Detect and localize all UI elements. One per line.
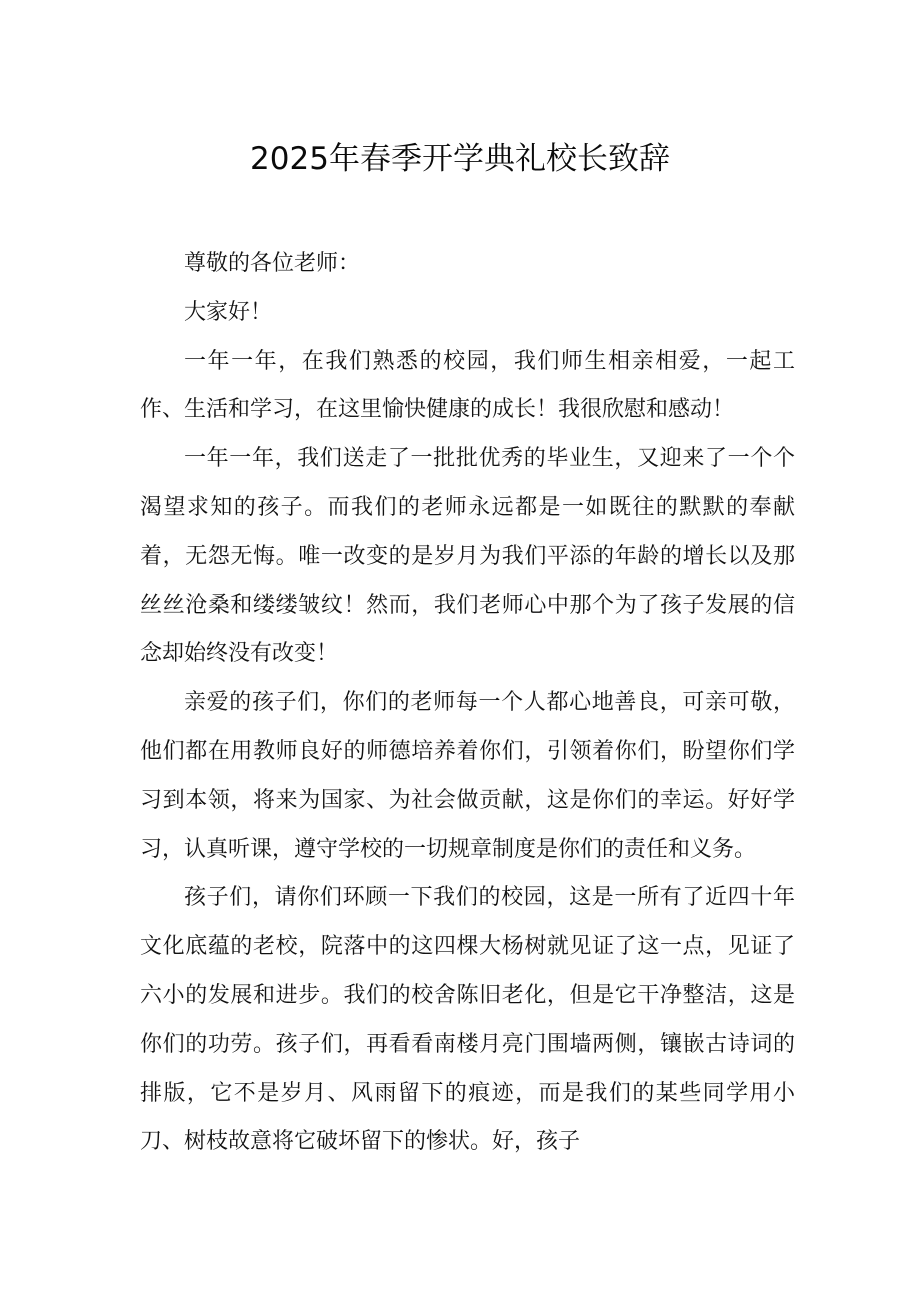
paragraph: 亲爱的孩子们，你们的老师每一个人都心地善良，可亲可敬，他们都在用教师良好的师德培养着你们，引领着你们，盼望你们学习到本领，将来为国家、为社会做贡献，这是你们的幸运。好好学习，认真听课，遵守学校的一切规章制度是你们的责任和义务。 <box>140 690 795 862</box>
paragraph-greeting: 大家好！ <box>184 299 273 325</box>
paragraph: 孩子们，请你们环顾一下我们的校园，这是一所有了近四十年文化底蕴的老校，院落中的这四棵大杨树就见证了这一点，见证了六小的发展和进步。我们的校舍陈旧老化，但是它干净整洁，这是你们的功劳。孩子们，再看看南楼月亮门围墙两侧，镶嵌古诗词的排版，它不是岁月、风雨留下的痕迹，而是我们的某些同学用小刀、树枝故意将它破坏留下的惨状。好，孩子 <box>140 885 795 1155</box>
paragraph: 一年一年，我们送走了一批批优秀的毕业生，又迎来了一个个渴望求知的孩子。而我们的老师永远都是一如既往的默默的奉献着，无怨无悔。唯一改变的是岁月为我们平添的年龄的增长以及那丝丝沧桑和缕缕皱纹！然而，我们老师心中那个为了孩子发展的信念却始终没有改变！ <box>140 446 795 667</box>
document-body <box>140 240 795 1167</box>
paragraph: 一年一年，在我们熟悉的校园，我们师生相亲相爱，一起工作、生活和学习，在这里愉快健康的成长！我很欣慰和感动！ <box>140 348 795 423</box>
document-title: 2025年春季开学典礼校长致辞 <box>250 141 670 177</box>
paragraph-salutation: 尊敬的各位老师： <box>184 251 361 276</box>
